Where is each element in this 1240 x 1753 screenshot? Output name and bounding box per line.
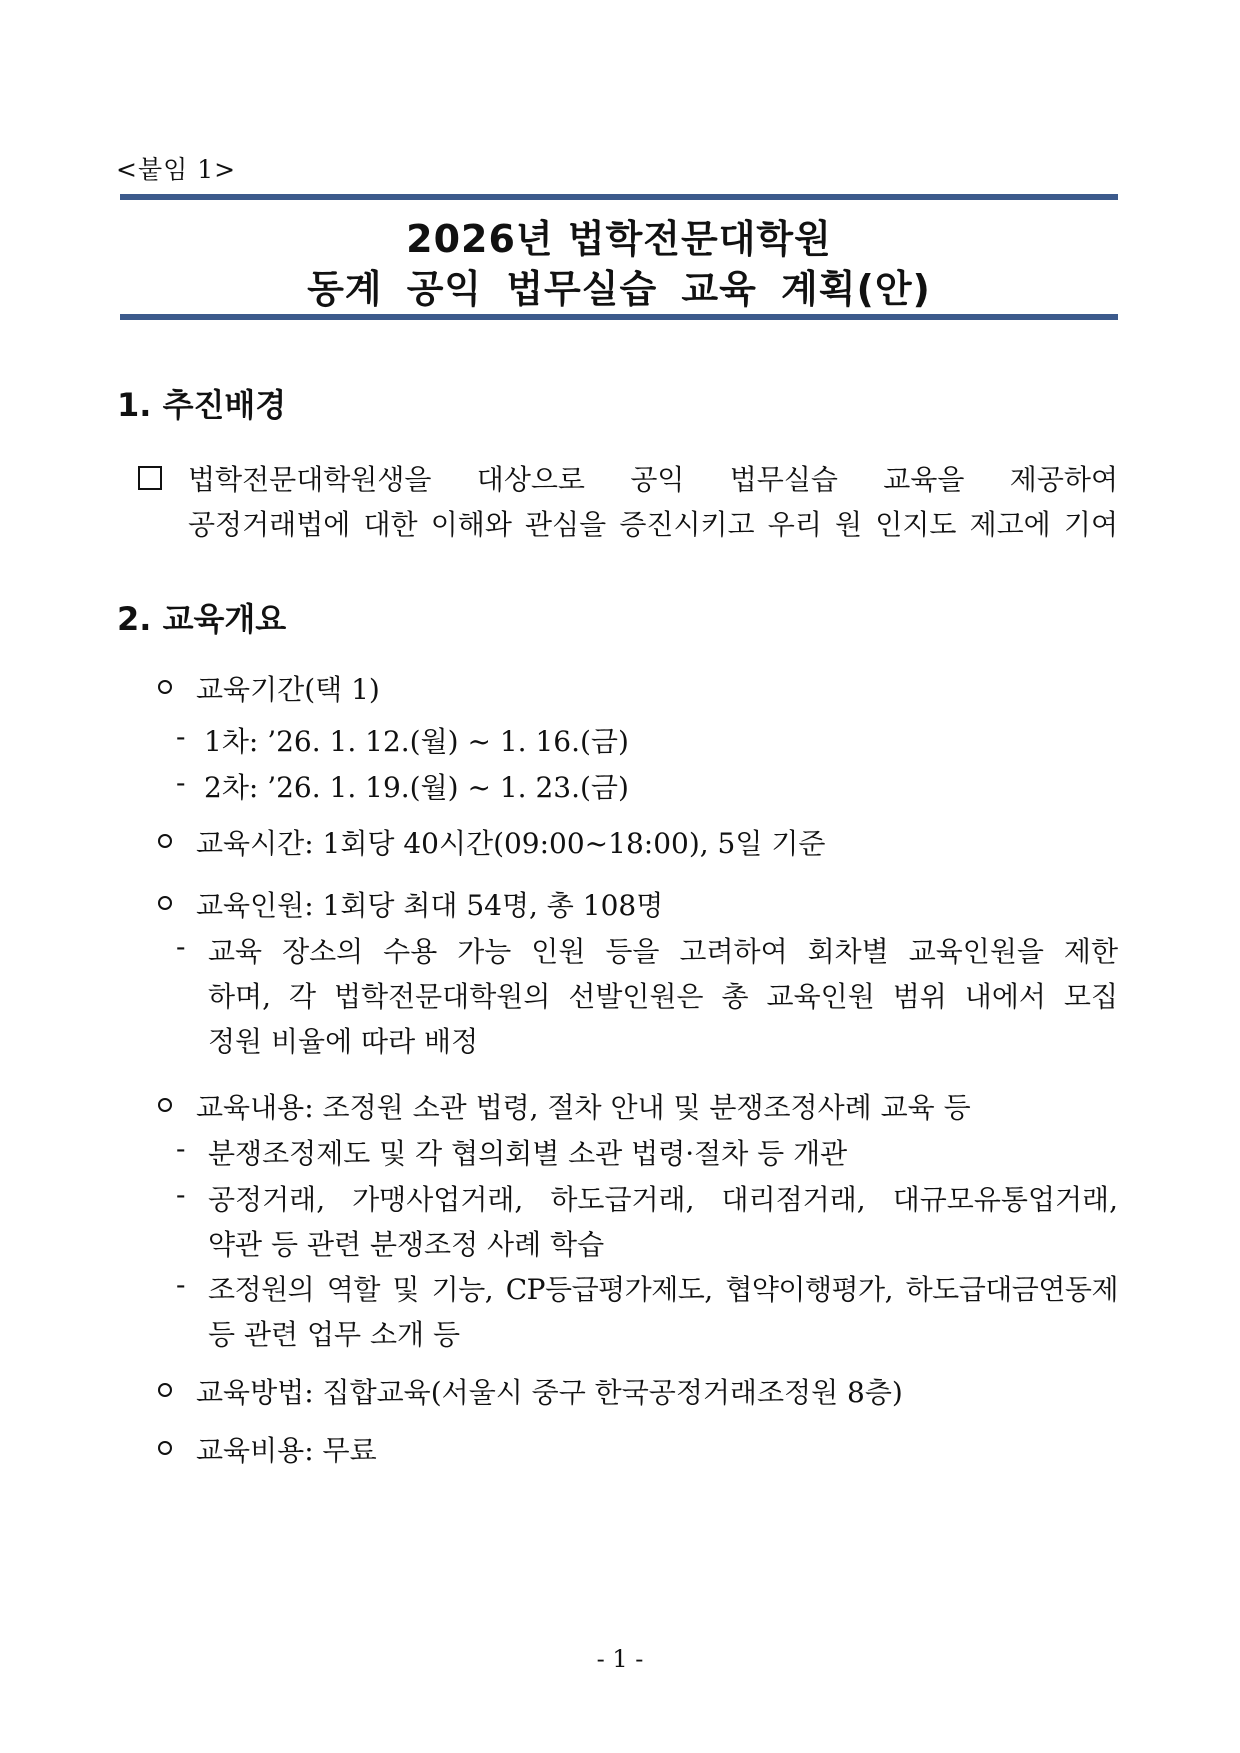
circle-bullet-icon [158,1383,172,1397]
document-title-line2: 동계 공익 법무실습 교육 계획(안) [307,267,931,311]
title-top-rule [120,194,1118,200]
period-2: 2차: ’26. 1. 19.(월) ~ 1. 23.(금) [204,771,629,804]
page-number: - 1 - [596,1645,644,1673]
dash-icon: - [176,1178,186,1211]
content-sub-3-line1: 조정원의 역할 및 기능, CP등급평가제도, 협약이행평가, 하도급대금연동제 [208,1273,1118,1306]
content-sub-2-line2: 약관 등 관련 분쟁조정 사례 학습 [208,1228,605,1261]
section1-bullet-line2: 공정거래법에 대한 이해와 관심을 증진시키고 우리 원 인지도 제고에 기여 [188,508,1118,541]
period-1: 1차: ’26. 1. 12.(월) ~ 1. 16.(금) [204,725,629,758]
dash-icon: - [176,720,186,753]
document-title-line1: 2026년 법학전문대학원 [406,217,832,261]
title-bottom-rule [120,314,1118,320]
people-note-line2: 하며, 각 법학전문대학원의 선발인원은 총 교육인원 범위 내에서 모집 [208,980,1118,1013]
dash-icon: - [176,1132,186,1165]
circle-bullet-icon [158,680,172,694]
section1-heading: 1. 추진배경 [117,386,287,424]
content-item: 교육내용: 조정원 소관 법령, 절차 안내 및 분쟁조정사례 교육 등 [196,1091,971,1124]
dash-icon: - [176,766,186,799]
checkbox-bullet-icon [138,466,162,490]
people-note-line1: 교육 장소의 수용 가능 인원 등을 고려하여 회차별 교육인원을 제한 [208,935,1118,968]
time-item: 교육시간: 1회당 40시간(09:00~18:00), 5일 기준 [196,827,826,860]
content-sub-3-line2: 등 관련 업무 소개 등 [208,1318,460,1351]
section1-bullet-line1: 법학전문대학원생을 대상으로 공익 법무실습 교육을 제공하여 [188,463,1118,496]
circle-bullet-icon [158,896,172,910]
people-note-line3: 정원 비율에 따라 배정 [208,1025,479,1058]
section2-heading: 2. 교육개요 [117,600,287,638]
circle-bullet-icon [158,1098,172,1112]
method-item: 교육방법: 집합교육(서울시 중구 한국공정거래조정원 8층) [196,1376,903,1409]
content-sub-1: 분쟁조정제도 및 각 협의회별 소관 법령·절차 등 개관 [208,1137,848,1170]
circle-bullet-icon [158,1441,172,1455]
period-label: 교육기간(택 1) [196,673,380,706]
circle-bullet-icon [158,834,172,848]
cost-item: 교육비용: 무료 [196,1434,377,1467]
people-item: 교육인원: 1회당 최대 54명, 총 108명 [196,889,664,922]
dash-icon: - [176,930,186,963]
content-sub-2-line1: 공정거래, 가맹사업거래, 하도급거래, 대리점거래, 대규모유통업거래, [208,1183,1118,1216]
dash-icon: - [176,1268,186,1301]
attachment-label: <붙임 1> [116,155,237,184]
